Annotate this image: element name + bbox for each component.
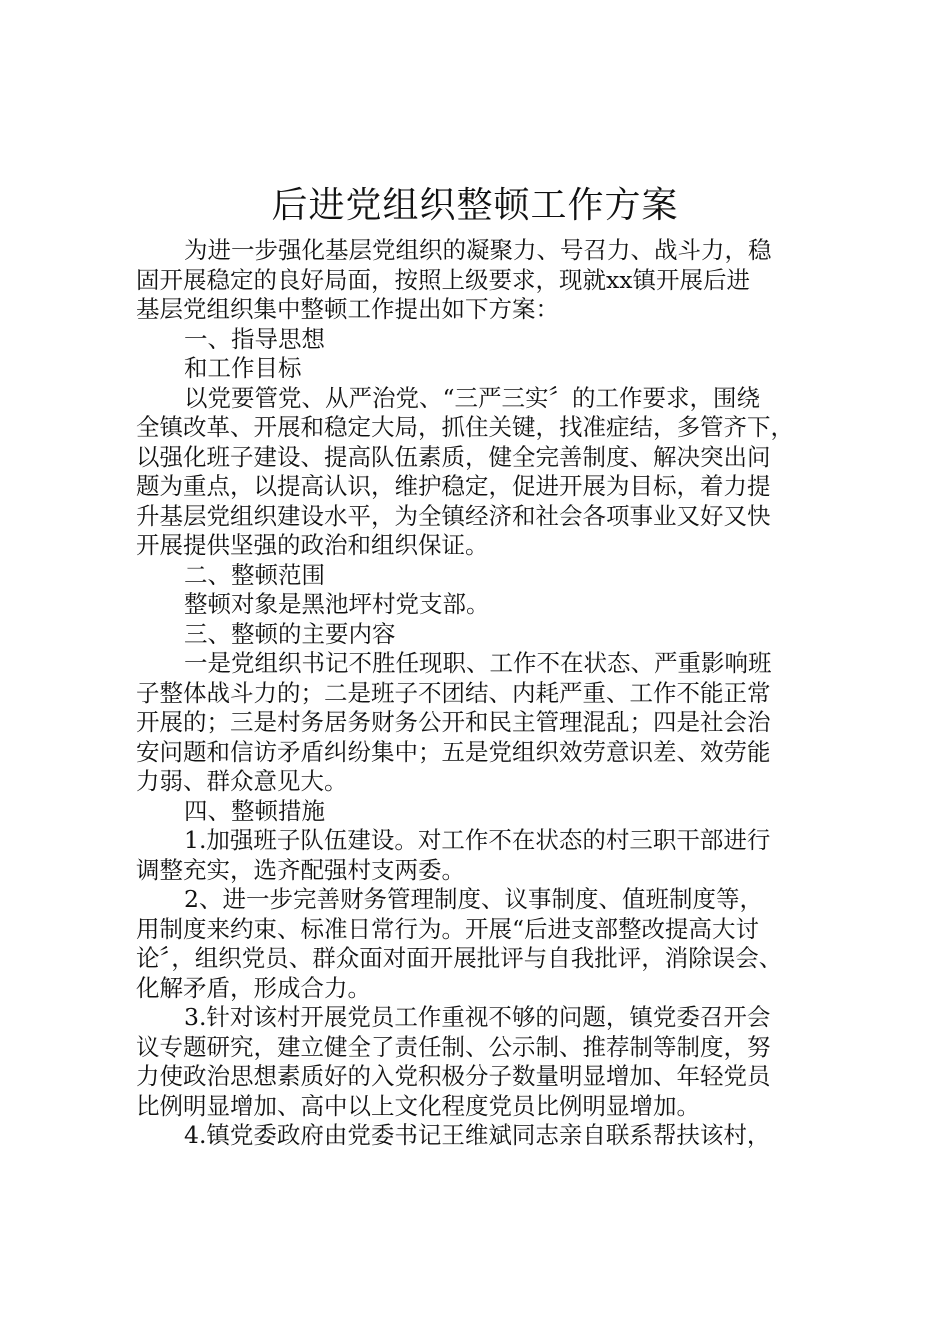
- body-line: 比例明显增加、高中以上文化程度党员比例明显增加。: [136, 1091, 700, 1120]
- body-line: 3.针对该村开展党员工作重视不够的问题，镇党委召开会: [184, 1003, 771, 1031]
- body-line: 固开展稳定的良好局面，按照上级要求，现就xx镇开展后进: [136, 265, 751, 294]
- body-line: 论〞，组织党员、群众面对面开展批评与自我批评，消除误会、: [136, 944, 783, 972]
- body-line: 子整体战斗力的；二是班子不团结、内耗严重、工作不能正常: [136, 678, 771, 707]
- body-line: 以强化班子建设、提高队伍素质，健全完善制度、解决突出问: [136, 442, 771, 471]
- body-line: 一是党组织书记不胜任现职、工作不在状态、严重影响班: [184, 649, 772, 677]
- document-title: 后进党组织整顿工作方案: [271, 185, 679, 226]
- body-line: 四、整顿措施: [184, 796, 325, 825]
- document-body: [136, 236, 826, 1151]
- body-line: 为进一步强化基层党组织的凝聚力、号召力、战斗力，稳: [184, 236, 772, 264]
- body-line: 力弱、群众意见大。: [136, 767, 348, 795]
- body-line: 以党要管党、从严治党、“三严三实〞的工作要求，围绕: [184, 383, 761, 412]
- body-line: 二、整顿范围: [184, 560, 325, 589]
- body-line: 全镇改革、开展和稳定大局，抓住关键，找准症结，多管齐下，: [136, 413, 794, 441]
- body-line: 整顿对象是黑池坪村党支部。: [184, 590, 490, 618]
- body-line: 开展的；三是村务居务财务公开和民主管理混乱；四是社会治: [136, 708, 771, 736]
- body-line: 2、进一步完善财务管理制度、议事制度、值班制度等，: [184, 885, 763, 913]
- body-line: 用制度来约束、标准日常行为。开展“后进支部整改提高大讨: [136, 914, 760, 943]
- body-line: 安问题和信访矛盾纠纷集中；五是党组织效劳意识差、效劳能: [136, 737, 771, 766]
- body-line: 基层党组织集中整顿工作提出如下方案：: [136, 295, 559, 323]
- body-line: 议专题研究，建立健全了责任制、公示制、推荐制等制度，努: [136, 1032, 771, 1061]
- body-line: 化解矛盾，形成合力。: [136, 973, 371, 1002]
- body-line: 力使政治思想素质好的入党积极分子数量明显增加、年轻党员: [136, 1062, 771, 1090]
- body-line: 和工作目标: [184, 354, 302, 382]
- body-line: 4.镇党委政府由党委书记王维斌同志亲自联系帮扶该村，: [184, 1121, 771, 1149]
- body-line: 升基层党组织建设水平，为全镇经济和社会各项事业又好又快: [136, 501, 771, 530]
- body-line: 三、整顿的主要内容: [184, 619, 396, 648]
- body-line: 开展提供坚强的政治和组织保证。: [136, 531, 489, 559]
- body-line: 题为重点，以提高认识，维护稳定，促进开展为目标，着力提: [136, 472, 771, 500]
- body-line: 1.加强班子队伍建设。对工作不在状态的村三职干部进行: [184, 826, 771, 854]
- body-line: 一、指导思想: [184, 324, 325, 353]
- body-line: 调整充实，选齐配强村支两委。: [136, 855, 465, 884]
